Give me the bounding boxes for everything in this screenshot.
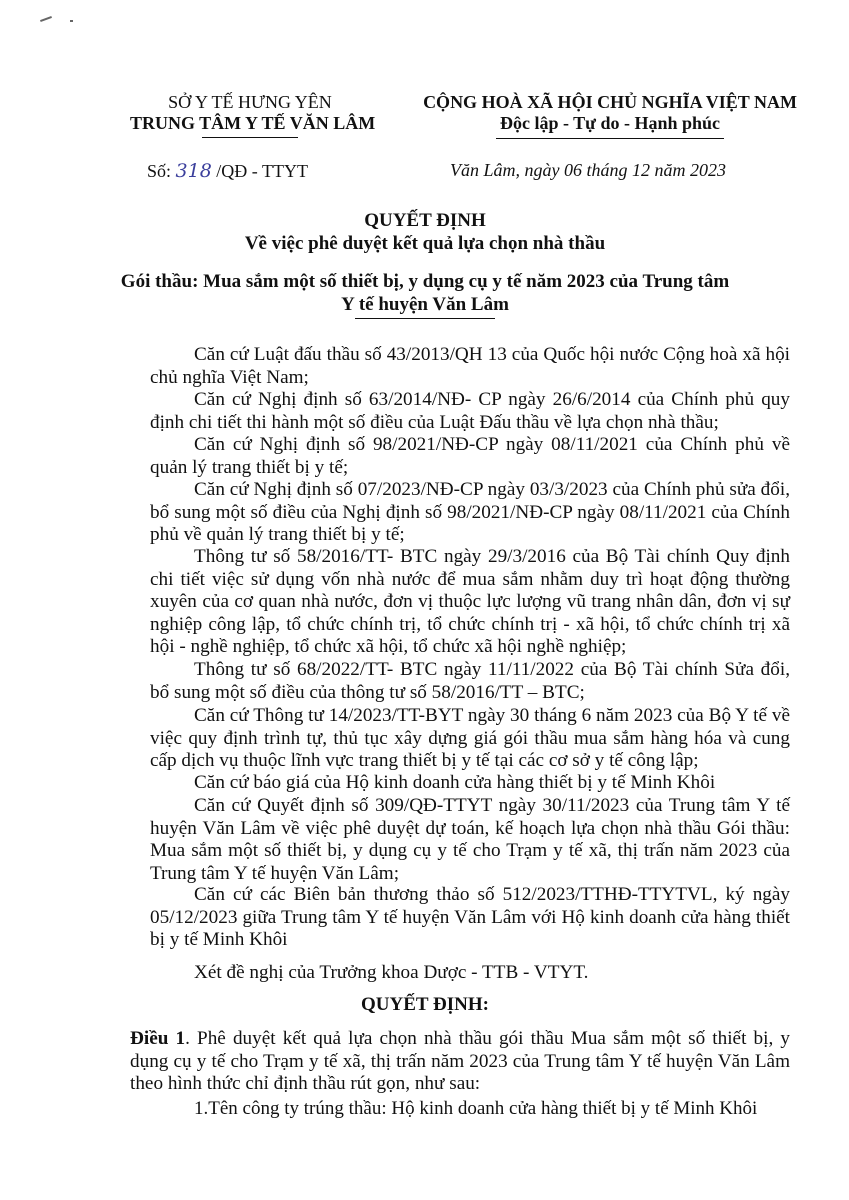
basis-paragraph: Căn cứ Thông tư 14/2023/TT-BYT ngày 30 tháng 6 năm 2023 của Bộ Y tế về việc quy định trình tự, thủ tục xây dựng giá gói thầu mua sắm hàng hóa và cung cấp dịch vụ thuộc lĩnh vực trang thiết bị y tế tại các cơ sở y tế công lập; (150, 705, 790, 771)
number-handwritten: 318 (175, 160, 212, 182)
basis-paragraph: Căn cứ báo giá của Hộ kinh doanh cửa hàng thiết bị y tế Minh Khôi (194, 772, 716, 793)
agency-underline (202, 137, 298, 138)
basis-paragraph: Căn cứ Nghị định số 63/2014/NĐ- CP ngày 26/6/2014 của Chính phủ quy định chi tiết thi hành một số điều của Luật Đấu thầu về lựa chọn nhà thầu; (150, 389, 790, 433)
agency-name: TRUNG TÂM Y TẾ VĂN LÂM (130, 113, 376, 133)
place-date: Văn Lâm, ngày 06 tháng 12 năm 2023 (450, 160, 726, 180)
national-motto: Độc lập - Tự do - Hạnh phúc (499, 113, 721, 133)
recommendation-paragraph: Xét đề nghị của Trưởng khoa Dược - TTB - VTYT. (194, 962, 589, 983)
article-1 (130, 1028, 790, 1096)
basis-paragraph: Căn cứ Quyết định số 309/QĐ-TTYT ngày 30/11/2023 của Trung tâm Y tế huyện Văn Lâm về việc phê duyệt dự toán, kế hoạch lựa chọn nhà thầu Gói thầu: Mua sắm một số thiết bị, y dụng cụ y tế cho Trạm y tế xã, thị trấn năm 2023 của Trung tâm Y tế huyện Văn Lâm; (150, 795, 790, 884)
basis-paragraph: Căn cứ Nghị định số 07/2023/NĐ-CP ngày 03/3/2023 của Chính phủ sửa đổi, bổ sung một số điều của Nghị định số 98/2021/NĐ-CP ngày 08/11/2021 của Chính phủ về quản lý trang thiết bị y tế; (150, 479, 790, 545)
article-1-text: . Phê duyệt kết quả lựa chọn nhà thầu gói thầu Mua sắm một số thiết bị, y dụng cụ y tế cho Trạm y tế xã, thị trấn năm 2023 của Trung tâm Y tế huyện Văn Lâm theo hình thức chỉ định thầu rút gọn, như sau: (130, 1028, 790, 1094)
article-1-label: Điều 1 (130, 1028, 186, 1049)
basis-paragraph: Căn cứ các Biên bản thương thảo số 512/2023/TTHĐ-TTYTVL, ký ngày 05/12/2023 giữa Trung tâm Y tế huyện Văn Lâm với Hộ kinh doanh cửa hàng thiết bị y tế Minh Khôi (150, 884, 790, 950)
document-number (147, 160, 308, 182)
basis-paragraph: Thông tư số 58/2016/TT- BTC ngày 29/3/2016 của Bộ Tài chính Quy định chi tiết việc sử dụng vốn nhà nước để mua sắm nhằm duy trì hoạt động thường xuyên của cơ quan nhà nước, đơn vị thuộc lực lượng vũ trang nhân dân, đơn vị sự nghiệp công lập, tổ chức chính trị, tổ chức chính trị - xã hội, tổ chức chính trị xã hội - nghề nghiệp, tổ chức xã hội, tổ chức xã hội nghề nghiệp; (150, 546, 790, 657)
national-title: CỘNG HOÀ XÃ HỘI CHỦ NGHĨA VIỆT NAM (423, 92, 797, 112)
package-title-line2: Y tế huyện Văn Lâm (341, 294, 509, 315)
title-underline (355, 318, 495, 319)
number-prefix: Số: (147, 161, 172, 181)
decision-heading: QUYẾT ĐỊNH (364, 210, 486, 231)
package-title-line1: Gói thầu: Mua sắm một số thiết bị, y dụng cụ y tế năm 2023 của Trung tâm (120, 271, 730, 292)
basis-paragraph: Căn cứ Luật đấu thầu số 43/2013/QH 13 của Quốc hội nước Cộng hoà xã hội chủ nghĩa Việt Nam; (150, 344, 790, 388)
scan-mark (70, 20, 73, 22)
agency-parent: SỞ Y TẾ HƯNG YÊN (168, 92, 332, 112)
winning-bidder-line: 1.Tên công ty trúng thầu: Hộ kinh doanh cửa hàng thiết bị y tế Minh Khôi (194, 1098, 758, 1119)
number-suffix: /QĐ - TTYT (216, 161, 308, 181)
basis-paragraph: Căn cứ Nghị định số 98/2021/NĐ-CP ngày 08/11/2021 của Chính phủ về quản lý trang thiết bị y tế; (150, 434, 790, 478)
decision-subject: Về việc phê duyệt kết quả lựa chọn nhà thầu (244, 233, 606, 254)
decision-section-heading: QUYẾT ĐỊNH: (361, 994, 489, 1015)
motto-underline (496, 138, 724, 139)
scan-mark (40, 16, 52, 22)
basis-paragraph: Thông tư số 68/2022/TT- BTC ngày 11/11/2022 của Bộ Tài chính Sửa đổi, bổ sung một số điều của thông tư số 58/2016/TT – BTC; (150, 659, 790, 703)
